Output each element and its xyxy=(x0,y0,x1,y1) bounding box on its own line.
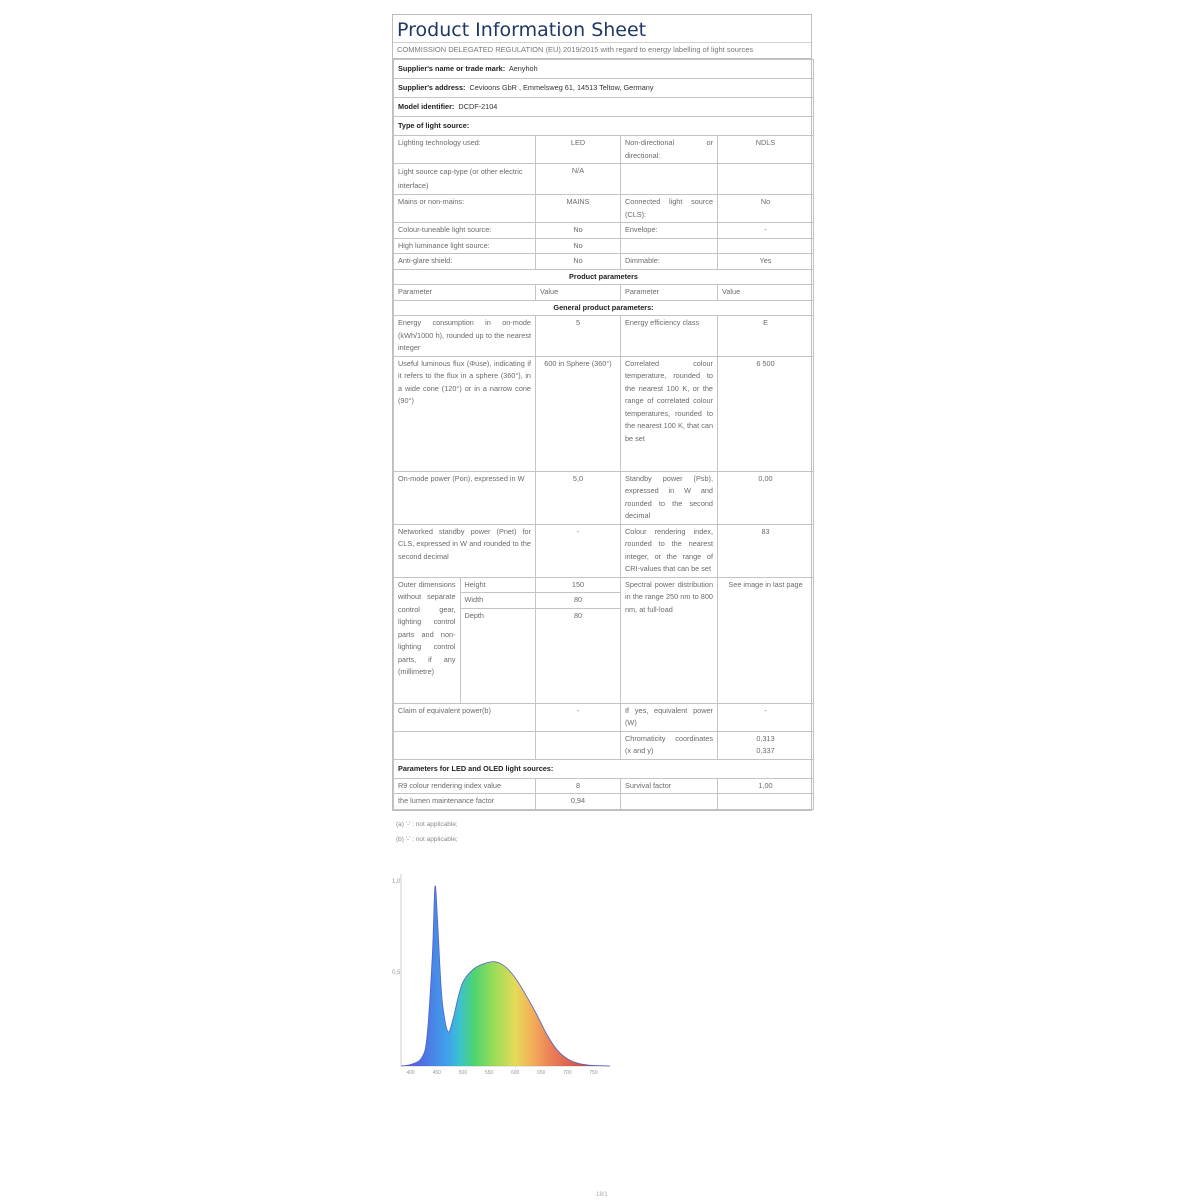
led-row xyxy=(394,778,814,794)
dimension-depth-label: Depth xyxy=(464,610,484,620)
equivalent-power-row xyxy=(394,703,814,731)
general-row xyxy=(394,356,814,471)
model-identifier-label: Model identifier: xyxy=(398,102,455,111)
type-row xyxy=(394,195,814,223)
type-row xyxy=(394,136,814,164)
x-tick-label: 450 xyxy=(432,1070,441,1076)
type-param: Light source cap-type (or other electric interface) xyxy=(394,164,536,195)
x-tick-label: 400 xyxy=(406,1070,415,1076)
x-tick-label: 750 xyxy=(589,1070,598,1076)
dimensions-label: Outer dimensions without separate control gear, lighting control parts and non-lighting control parts, if any (millimetre) xyxy=(394,578,460,703)
spectral-distribution-chart xyxy=(388,866,618,1076)
general-value-2: 0,00 xyxy=(718,471,814,524)
type-param-2 xyxy=(621,238,718,254)
type-value-2: NDLS xyxy=(718,136,814,164)
general-value: 5,0 xyxy=(536,471,621,524)
column-header-row xyxy=(394,285,814,301)
x-tick-label: 550 xyxy=(484,1070,494,1076)
dimensions-row xyxy=(394,577,814,703)
x-tick-labels xyxy=(406,1070,597,1076)
led-params-header: Parameters for LED and OLED light sources: xyxy=(398,763,554,773)
type-value: LED xyxy=(536,136,621,164)
general-param-2: Standby power (Psb), expressed in W and rounded to the second decimal xyxy=(621,471,718,524)
type-value: No xyxy=(536,238,621,254)
product-information-sheet xyxy=(392,14,812,811)
type-header: Type of light source: xyxy=(398,121,470,130)
general-row xyxy=(394,471,814,524)
product-params-header: Product parameters xyxy=(394,269,814,285)
supplier-address-value: Cevioons GbR , Emmelsweg 61, 14513 Teltow, Germany xyxy=(469,83,654,92)
dimension-height-label: Height xyxy=(461,578,536,594)
type-value: No xyxy=(536,223,621,239)
dimension-depth-value: 80 xyxy=(573,610,583,620)
type-value-2: Yes xyxy=(718,254,814,270)
x-tick-label: 600 xyxy=(510,1070,520,1076)
general-param-2: Correlated colour temperature, rounded to the nearest 100 K, or the range of correlated colour temperatures, rounded to the nearest 100 K, that can be set xyxy=(621,356,718,471)
general-param: On-mode power (Pon), expressed in W xyxy=(394,471,536,524)
type-value-2: No xyxy=(718,195,814,223)
general-value: - xyxy=(536,524,621,577)
led-param: R9 colour rendering index value xyxy=(394,778,536,794)
led-value-2: 1,00 xyxy=(718,778,814,794)
spectrum-area xyxy=(401,886,610,1066)
footnote-a: (a) '-' : not applicable; xyxy=(396,821,458,828)
general-param-2: Energy efficiency class xyxy=(621,316,718,357)
x-tick-label: 700 xyxy=(563,1070,572,1076)
chromaticity-y: 0,337 xyxy=(756,746,775,755)
type-param-2: Non-directional or directional: xyxy=(621,136,718,164)
type-value-2 xyxy=(718,164,814,195)
dimension-height-value: 150 xyxy=(536,578,620,594)
sheet-title: Product Information Sheet xyxy=(393,15,811,43)
x-tick-label: 650 xyxy=(537,1070,546,1076)
chromaticity-x: 0,313 xyxy=(756,733,775,743)
type-param: Lighting technology used: xyxy=(394,136,536,164)
footnote-b: (b) '-' : not applicable; xyxy=(396,836,458,843)
supplier-name-value: Aenyhoh xyxy=(508,64,538,73)
dimension-width-label: Width xyxy=(461,593,536,609)
x-tick-label: 500 xyxy=(458,1070,468,1076)
type-param-2: Connected light source (CLS): xyxy=(621,195,718,223)
general-params-header: General product parameters: xyxy=(394,300,814,316)
general-param: Useful luminous flux (Φuse), indicating if it refers to the flux in a sphere (360°), in a wide cone (120°) or in a narrow cone (90°) xyxy=(394,356,536,471)
chromaticity-param: Chromaticity coordinates (x and y) xyxy=(621,731,718,759)
y-tick-label: 1,0 xyxy=(392,879,401,885)
led-param: the lumen maintenance factor xyxy=(394,794,536,810)
led-value-2 xyxy=(718,794,814,810)
type-value: No xyxy=(536,254,621,270)
supplier-name-row xyxy=(394,60,814,79)
chromaticity-row xyxy=(394,731,814,759)
general-param: Energy consumption in on-mode (kWh/1000 h), rounded up to the nearest integer xyxy=(394,316,536,357)
column-header-parameter: Parameter xyxy=(394,285,536,301)
general-value-2: 6 500 xyxy=(718,356,814,471)
led-row xyxy=(394,794,814,810)
supplier-name-label: Supplier's name or trade mark: xyxy=(398,64,506,73)
spectral-param: Spectral power distribution in the range 250 nm to 800 nm, at full-load xyxy=(621,577,718,703)
led-param-2 xyxy=(621,794,718,810)
equivalent-power-param: If yes, equivalent power (W) xyxy=(621,703,718,731)
type-param: Colour-tuneable light source: xyxy=(394,223,536,239)
general-value-2: 83 xyxy=(718,524,814,577)
equivalent-claim-param: Claim of equivalent power(b) xyxy=(394,703,536,731)
supplier-address-row xyxy=(394,79,814,98)
general-value: 600 in Sphere (360°) xyxy=(536,356,621,471)
type-row xyxy=(394,238,814,254)
led-header-row xyxy=(394,759,814,778)
type-value: N/A xyxy=(536,164,621,195)
type-param-2 xyxy=(621,164,718,195)
led-value: 0,94 xyxy=(536,794,621,810)
type-param-2: Dimmable: xyxy=(621,254,718,270)
general-row xyxy=(394,316,814,357)
type-param: Mains or non-mains: xyxy=(394,195,536,223)
general-param: Networked standby power (Pnet) for CLS, expressed in W and rounded to the second decimal xyxy=(394,524,536,577)
column-header-value: Value xyxy=(536,285,621,301)
led-value: 8 xyxy=(536,778,621,794)
spectral-value: See image in last page xyxy=(718,577,814,703)
type-value-2: - xyxy=(718,223,814,239)
type-value: MAINS xyxy=(536,195,621,223)
general-param-2: Colour rendering index, rounded to the nearest integer, or the range of CRI-values that can be set xyxy=(621,524,718,577)
type-row xyxy=(394,164,814,195)
type-row xyxy=(394,254,814,270)
dimension-width-value: 80 xyxy=(536,593,620,609)
led-param-2: Survival factor xyxy=(621,778,718,794)
type-param: High luminance light source: xyxy=(394,238,536,254)
y-tick-label: 0,5 xyxy=(392,970,401,976)
model-identifier-row xyxy=(394,98,814,117)
equivalent-power-value: - xyxy=(718,703,814,731)
general-value-2: E xyxy=(718,316,814,357)
regulation-subtitle: COMMISSION DELEGATED REGULATION (EU) 2019/2015 with regard to energy labelling of light sources xyxy=(393,43,811,59)
type-row xyxy=(394,223,814,239)
general-value: 5 xyxy=(536,316,621,357)
type-header-row xyxy=(394,117,814,136)
page-number: 18/1 xyxy=(596,1192,608,1198)
info-table xyxy=(393,59,814,810)
column-header-value-2: Value xyxy=(718,285,814,301)
supplier-address-label: Supplier's address: xyxy=(398,83,466,92)
equivalent-claim-value: - xyxy=(536,703,621,731)
general-row xyxy=(394,524,814,577)
type-param: Anti-glare shield: xyxy=(394,254,536,270)
general-header-row xyxy=(394,300,814,316)
column-header-parameter-2: Parameter xyxy=(621,285,718,301)
product-params-header-row xyxy=(394,269,814,285)
model-identifier-value: DCDF-2104 xyxy=(458,102,498,111)
type-value-2 xyxy=(718,238,814,254)
type-param-2: Envelope: xyxy=(621,223,718,239)
